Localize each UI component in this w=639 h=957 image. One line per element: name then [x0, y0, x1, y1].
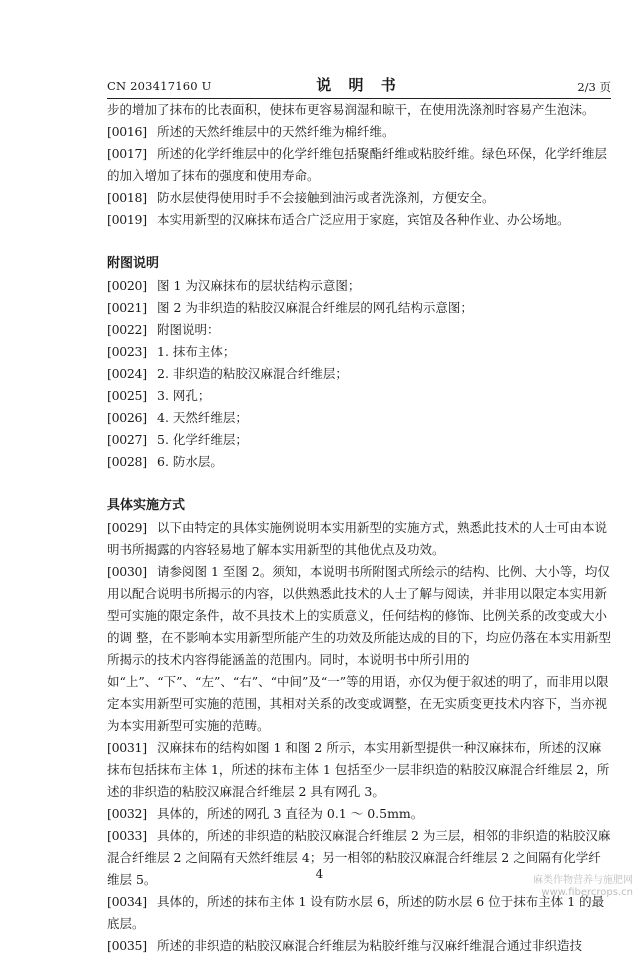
paragraph-text: 图 2 为非织造的粘胶汉麻混合纤维层的网孔结构示意图； — [157, 300, 473, 315]
paragraph-number: [0032] — [107, 806, 147, 821]
paragraph-number: [0031] — [107, 740, 147, 755]
paragraph-text: 本实用新型的汉麻抹布适合广泛应用于家庭，宾馆及各种作业、办公场地。 — [157, 212, 570, 227]
paragraph-text: 请参阅图 1 至图 2。须知，本说明书所附图式所绘示的结构、比例、大小等，均仅用以配合说明书所揭示的内容，以供熟悉此技术的人士了解与阅读，并非用以限定本实用新型可实施的限定条件，故不具技术上的实质意义，任何结构的修饰、比例关系的改变或大小的调 整，在不影响本实用新型所能产生的功效及所能达成的目的下，均应仍落在本实用新型所揭示的技术内容得能涵盖的范围内。同时，本说明书中所引用的如“上”、“下”、“左”、“右”、“中间”及“一”等的用语，亦仅为便于叙述的明了，而非用以限定本实用新型可实施的范围，其相对关系的改变或调整，在无实质变更技术内容下，当亦视为本实用新型可实施的范畴。 — [107, 564, 611, 733]
paragraph-text: 3. 网孔； — [157, 388, 211, 403]
paragraph — [107, 341, 611, 363]
paragraph — [107, 517, 611, 561]
paragraph-group-b — [107, 275, 611, 473]
paragraph-text: 所述的化学纤维层中的化学纤维包括聚酯纤维或粘胶纤维。绿色环保，化学纤维层的加入增加了抹布的强度和使用寿命。 — [107, 146, 608, 183]
page-count: 2/3 页 — [577, 80, 611, 94]
paragraph-text: 具体的，所述的抹布主体 1 设有防水层 6，所述的防水层 6 位于抹布主体 1 的最底层。 — [107, 894, 605, 931]
paragraph-number: [0025] — [107, 388, 147, 403]
paragraph — [107, 297, 611, 319]
paragraph — [107, 187, 611, 209]
paragraph-number: [0020] — [107, 278, 147, 293]
document-title: 说 明 书 — [316, 76, 402, 94]
paragraph-text: 1. 抹布主体； — [157, 344, 236, 359]
document-body — [107, 99, 611, 957]
paragraph — [107, 143, 611, 187]
document-header — [107, 74, 611, 99]
paragraph — [107, 429, 611, 451]
paragraph-number: [0021] — [107, 300, 147, 315]
paragraph-number: [0017] — [107, 146, 147, 161]
paragraph — [107, 275, 611, 297]
watermark-line: www.fibercrops.cn — [541, 887, 633, 898]
paragraph-text: 2. 非织造的粘胶汉麻混合纤维层； — [157, 366, 348, 381]
paragraph-number: [0028] — [107, 454, 147, 469]
paragraph-text: 5. 化学纤维层； — [157, 432, 248, 447]
paragraph-number: [0029] — [107, 520, 147, 535]
paragraph-text: 防水层使得使用时手不会接触到油污或者洗涤剂，方便安全。 — [157, 190, 495, 205]
paragraph-number: [0023] — [107, 344, 147, 359]
paragraph-text: 以下由特定的具体实施例说明本实用新型的实施方式，熟悉此技术的人士可由本说明书所揭露的内容轻易地了解本实用新型的其他优点及功效。 — [107, 520, 608, 557]
paragraph — [107, 561, 611, 737]
paragraph — [107, 935, 611, 957]
paragraph — [107, 209, 611, 231]
paragraph — [107, 451, 611, 473]
paragraph-text: 具体的，所述的非织造的粘胶汉麻混合纤维层 2 为三层，相邻的非织造的粘胶汉麻混合纤维层 2 之间隔有天然纤维层 4；另一相邻的粘胶汉麻混合纤维层 2 之间隔有化学纤维层 5。 — [107, 828, 611, 887]
paragraph — [107, 363, 611, 385]
paragraph-text: 汉麻抹布的结构如图 1 和图 2 所示，本实用新型提供一种汉麻抹布，所述的汉麻抹布包括抹布主体 1，所述的抹布主体 1 包括至少一层非织造的粘胶汉麻混合纤维层 2，所述的非织造的粘胶汉麻混合纤维层 2 具有网孔 3。 — [107, 740, 610, 799]
paragraph-number: [0022] — [107, 322, 147, 337]
paragraph-number: [0033] — [107, 828, 147, 843]
paragraph — [107, 121, 611, 143]
paragraph-text: 附图说明： — [157, 322, 220, 337]
section-heading-figures: 附图说明 — [107, 256, 160, 271]
paragraph — [107, 385, 611, 407]
paragraph-number: [0019] — [107, 212, 147, 227]
publication-number: CN 203417160 U — [107, 79, 212, 93]
paragraph-text: 4. 天然纤维层； — [157, 410, 248, 425]
paragraph-number: [0018] — [107, 190, 147, 205]
paragraph-number: [0026] — [107, 410, 147, 425]
section-heading-embodiment: 具体实施方式 — [107, 498, 186, 513]
paragraph — [107, 99, 611, 121]
paragraph-group-a — [107, 99, 611, 231]
watermark-line: 麻类作物营养与施肥网 — [533, 875, 633, 886]
paragraph-number: [0027] — [107, 432, 147, 447]
paragraph — [107, 319, 611, 341]
paragraph-text: 具体的，所述的网孔 3 直径为 0.1 ～ 0.5mm。 — [157, 806, 424, 821]
paragraph-number: [0016] — [107, 124, 147, 139]
paragraph-number: [0034] — [107, 894, 147, 909]
paragraph-text: 所述的天然纤维层中的天然纤维为棉纤维。 — [157, 124, 395, 139]
paragraph-number: [0030] — [107, 564, 147, 579]
paragraph-text: 图 1 为汉麻抹布的层状结构示意图； — [157, 278, 361, 293]
paragraph — [107, 737, 611, 803]
paragraph-text: 6. 防水层。 — [157, 454, 223, 469]
paragraph — [107, 803, 611, 825]
paragraph-number: [0024] — [107, 366, 147, 381]
paragraph-number: [0035] — [107, 938, 147, 953]
paragraph-text: 步的增加了抹布的比表面积，使抹布更容易润湿和晾干，在使用洗涤剂时容易产生泡沫。 — [107, 102, 595, 117]
paragraph — [107, 407, 611, 429]
paragraph-text: 所述的非织造的粘胶汉麻混合纤维层为粘胶纤维与汉麻纤维混合通过非织造技 — [157, 938, 583, 953]
page-number: 4 — [315, 867, 324, 881]
site-watermark — [533, 875, 633, 899]
